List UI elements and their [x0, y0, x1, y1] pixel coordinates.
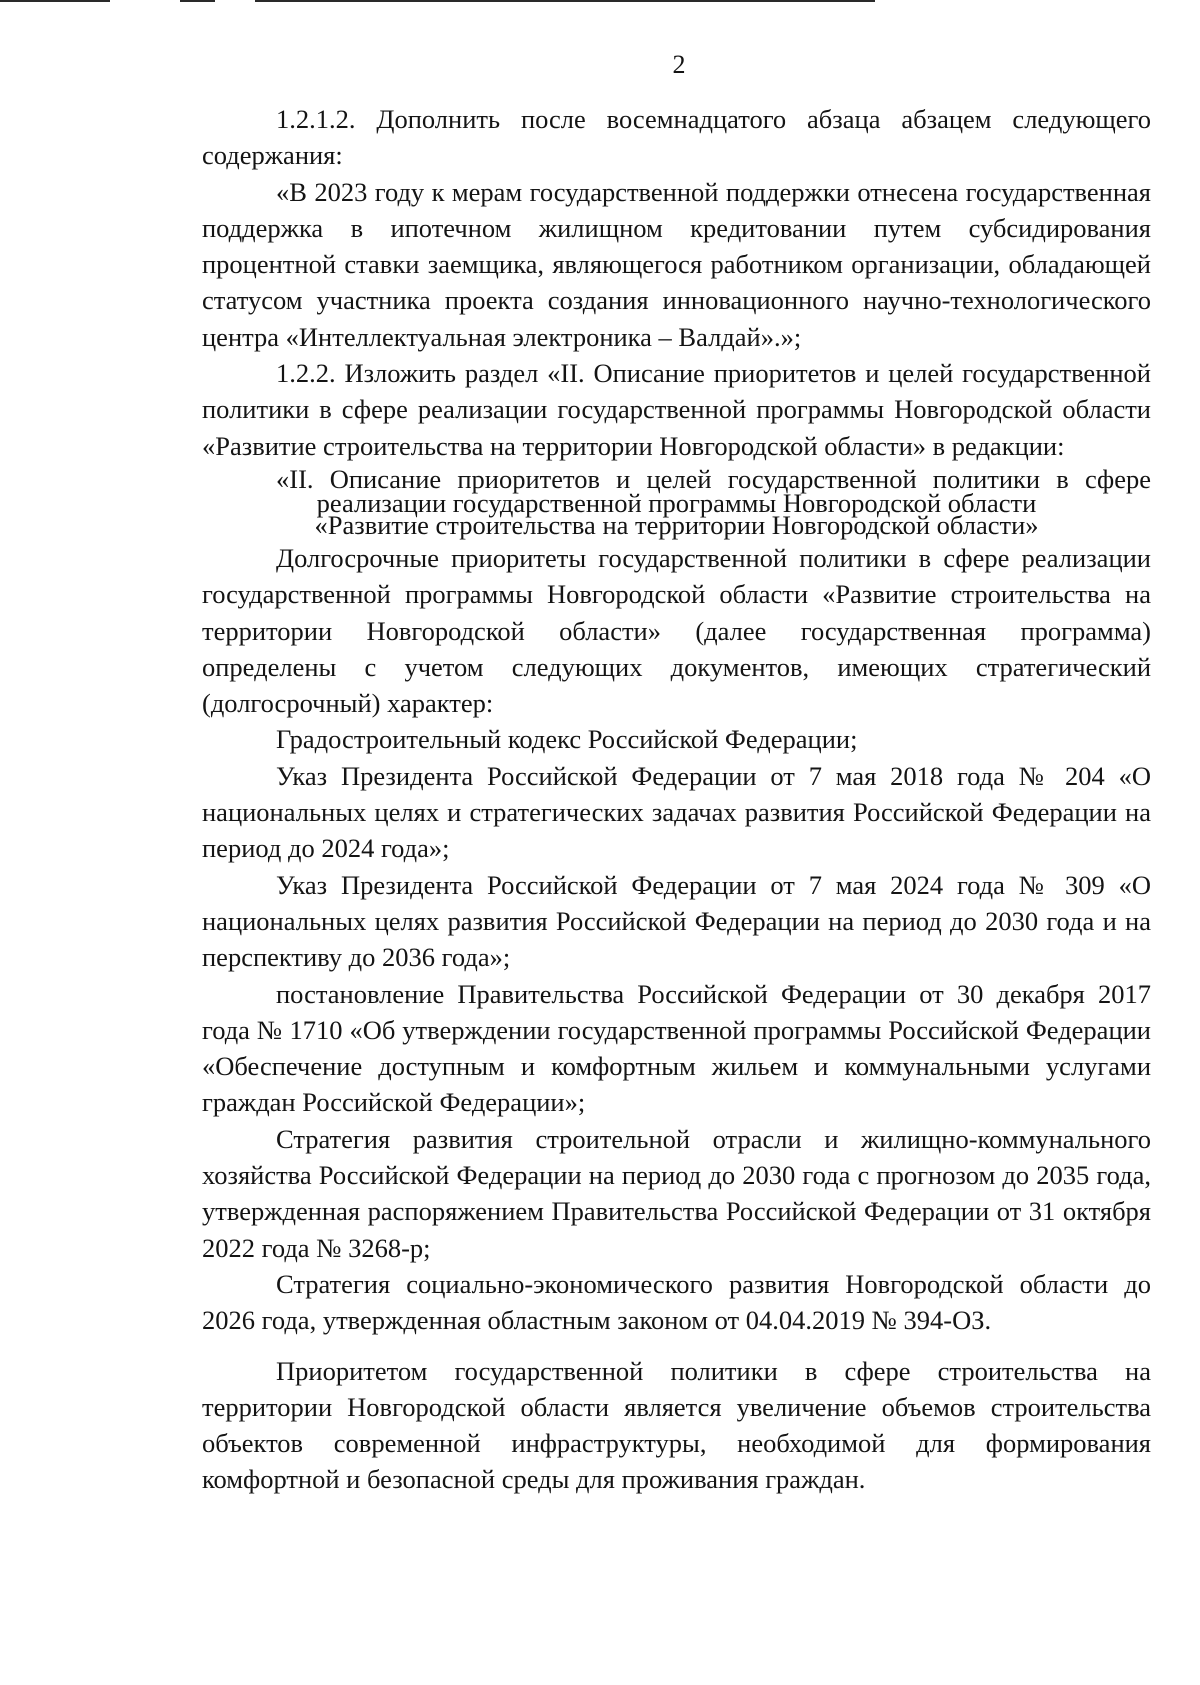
paragraph-decree-204: Указ Президента Российской Федерации от 7 мая 2018 года № 204 «О национальных целях и стратегических задачах развития Российской Федерации на период до 2024 года»;	[202, 760, 1151, 864]
section-heading	[202, 463, 1151, 540]
page-number: 2	[672, 50, 686, 79]
paragraph-amendment-1-2-1-2: 1.2.1.2. Дополнить после восемнадцатого абзаца абзацем следующего содержания:	[202, 104, 1151, 171]
paragraph-regional-strategy: Стратегия социально-экономического развития Новгородской области до 2026 года, утвержденная областным законом от 04.04.2019 № 394-ОЗ.	[202, 1268, 1151, 1336]
paragraph-construction-strategy: Стратегия развития строительной отрасли и жилищно-коммунального хозяйства Российской Федерации на период до 2030 года с прогнозом до 2035 года, утвержденная распоряжением Правительства Российской Федерации от 31 октября 2022 года № 3268-р;	[202, 1123, 1151, 1263]
section-heading-line-3: «Развитие строительства на территории Новгородской области»	[314, 509, 1039, 540]
section-heading-line-2: реализации государственной программы Новгородской области	[316, 487, 1037, 518]
paragraph-gap	[202, 1339, 1151, 1353]
paragraph-quoted-2023-support: «В 2023 году к мерам государственной поддержки отнесена государственная поддержка в ипотечном жилищном кредитовании путем субсидирования процентной ставки заемщика, являющегося работником организации, обладающей статусом участника проекта создания инновационного научно-технологического центра «Интеллектуальная электроника – Валдай».»;	[202, 176, 1151, 352]
paragraph-priority-statement: Приоритетом государственной политики в сфере строительства на территории Новгородской области является увеличение объемов строительства объектов современной инфраструктуры, необходимой для формирования комфортной и безопасной среды для проживания граждан.	[202, 1355, 1151, 1495]
paragraph-decree-309: Указ Президента Российской Федерации от 7 мая 2024 года № 309 «О национальных целях развития Российской Федерации на период до 2030 года и на перспективу до 2036 года»;	[202, 869, 1151, 973]
paragraph-long-term-priorities: Долгосрочные приоритеты государственной политики в сфере реализации государственной программы Новгородской области «Развитие строительства на территории Новгородской области» (далее государственная программа) определены с учетом следующих документов, имеющих стратегический (долгосрочный) характер:	[202, 542, 1151, 719]
paragraph-urban-planning-code: Градостроительный кодекс Российской Федерации;	[276, 724, 858, 755]
section-heading-line-1: «II. Описание приоритетов и целей государственной политики в сфере	[276, 463, 1151, 494]
paragraph-amendment-1-2-2: 1.2.2. Изложить раздел «II. Описание приоритетов и целей государственной политики в сфере реализации государственной программы Новгородской области «Развитие строительства на территории Новгородской области» в редакции:	[202, 358, 1151, 461]
scan-edge-marks	[0, 0, 1200, 6]
document-body	[202, 101, 1151, 1498]
paragraph-resolution-1710: постановление Правительства Российской Федерации от 30 декабря 2017 года № 1710 «Об утверждении государственной программы Российской Федерации «Обеспечение доступным и комфортным жильем и коммунальными услугами граждан Российской Федерации»;	[202, 978, 1151, 1118]
